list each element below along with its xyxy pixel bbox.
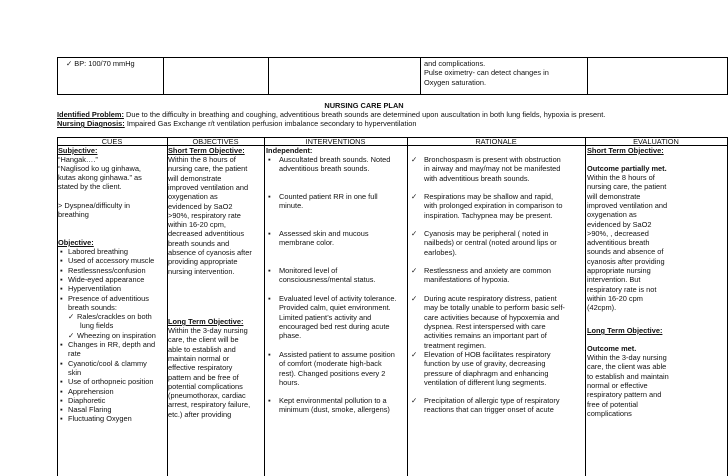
short-term-objective-text: >90%, respiratory rate [168,210,241,220]
short-term-objective-text: will demonstrate [168,173,222,183]
objective-cue-item: Presence of adventitious [68,293,149,303]
check-mark-icon: ✓ [68,330,75,340]
bullet-icon: ▪ [60,405,63,415]
objective-cue-item: skin [68,367,82,377]
subjective-quote: kutas akong ginhawa.” as [58,173,142,182]
rationale-item: with adventitious breath sounds. [424,173,530,183]
short-term-objective-text: evidenced by SaO2 [168,201,233,211]
nursing-diagnosis-label: Nursing Diagnosis: [57,119,125,128]
intervention-item: Provided calm, quiet environment. [279,303,391,313]
rationale-item: dyspnea. Rest interspersed with care [424,321,546,331]
bullet-icon: ▪ [60,293,63,303]
header-objectives: OBJECTIVES [192,137,239,146]
bullet-icon: ▪ [268,294,271,303]
intervention-item: of comfort (moderate high-back [279,359,382,369]
objective-cue-item: Used of accessory muscle [68,256,155,266]
eval-long-text: respiratory pattern and [587,390,662,400]
eval-short-text: will demonstrate [587,191,641,201]
objective-cue-item: Restlessness/confusion [68,265,146,275]
bullet-icon: ▪ [60,256,63,266]
bullet-icon: ▪ [60,265,63,275]
objective-cue-item: Changes in RR, depth and [68,340,156,349]
bullet-icon: ▪ [268,350,271,359]
objective-cue-item: Rales/crackles on both [77,312,152,322]
objective-cue-item: Apprehension [68,386,114,396]
objective-cue-item: Diaphoretic [68,395,106,405]
rationale-item: in airway and may/may not be manifested [424,164,561,174]
eval-long-term-label: Long Term Objective: [587,326,663,335]
intervention-item: Evaluated level of activity tolerance. [279,294,397,303]
check-mark-icon: ✓ [411,266,418,275]
rationale-item: ventilation of different lung segments. [424,377,547,387]
header-evaluation: EVALUATION [633,137,679,146]
rationale-item: inspiration. Tachypnea may be present. [424,210,553,220]
dyspnea-note: breathing [58,210,89,219]
bullet-icon: ▪ [60,386,63,396]
long-term-objective-text: able to establish and [168,344,236,354]
identified-problem-label: Identified Problem: [57,110,124,119]
eval-short-text: improved ventilation and [587,200,668,210]
rationale-item: reactions that can trigger onset of acute [424,405,554,415]
header-cues: CUES [101,137,123,146]
objective-label: Objective: [58,238,94,247]
rationale-item: Cyanosis may be peripheral ( noted in [424,229,549,238]
long-term-objective-text: (pneumothorax, cardiac [168,391,246,401]
rationale-item: Elevation of HOB facilitates respiratory [424,350,551,359]
short-term-objective-text: oxygenation as [168,192,218,202]
bullet-icon: ▪ [268,266,271,275]
check-mark-icon: ✓ [411,350,418,359]
subjective-quote: “Hangak….” [58,155,98,164]
eval-short-term-label: Short Term Objective: [587,146,664,155]
intervention-item: phase. [279,331,302,341]
intervention-item: Monitored level of [279,266,338,275]
eval-long-text: complications [587,408,632,418]
short-term-objective-text: Within the 8 hours of [168,155,236,164]
intervention-item: minimum (dust, smoke, allergens) [279,405,390,415]
eval-long-text: normal or effective [587,380,648,390]
eval-long-text: to establish and maintain [587,371,669,381]
bullet-icon: ▪ [60,284,63,294]
objective-cue-item: Wheezing on inspiration [77,330,156,340]
intervention-item: rest). Changed positions every 2 [279,368,386,378]
short-term-objective-text: nursing care, the patient [168,164,248,174]
intervention-item: hours. [279,377,300,387]
eval-long-result: Outcome met. [587,344,637,353]
objective-cue-item: lung fields [80,321,114,331]
subjective-label: Subjective: [58,146,98,155]
objective-cue-item: Wide-eyed appearance [68,274,145,284]
rationale-item: treatment regimen. [424,340,487,350]
eval-short-text: adventitious breath [587,238,650,248]
intervention-item: Counted patient RR in one full [279,192,378,201]
subjective-quote: stated by the client. [58,182,122,191]
eval-short-text: appropriate nursing [587,266,651,275]
independent-label: Independent: [266,146,313,155]
long-term-objective-label: Long Term Objective: [168,317,244,326]
short-term-objective-text: improved ventilation and [168,182,249,192]
long-term-objective-text: potential complications [168,381,243,391]
eval-short-text: (42cpm). [587,303,617,313]
header-interventions: INTERVENTIONS [305,137,366,146]
objective-cue-item: Use of orthopneic position [68,377,154,387]
intervention-item: consciousness/mental status. [279,275,376,285]
rationale-item: activities remains an important part of [424,331,547,341]
objective-cue-item: Fluctuating Oxygen [68,414,132,424]
bullet-icon: ▪ [60,247,63,256]
long-term-objective-text: etc.) after providing [168,409,232,419]
eval-short-text: oxygenation as [587,210,637,220]
long-term-objective-text: arrest, respiratory failure, [168,400,251,410]
intervention-item: Assessed skin and mucous [279,229,369,238]
plan-title: NURSING CARE PLAN [324,101,404,110]
rationale-item: Bronchospasm is present with obstruction [424,155,561,164]
bullet-icon: ▪ [60,377,63,387]
bullet-icon: ▪ [268,192,271,201]
short-term-objective-text: providing appropriate [168,257,238,267]
bullet-icon: ▪ [60,274,63,284]
short-term-objective-text: decreased adventitious [168,229,245,239]
short-term-objective-text: breath sounds and [168,238,230,248]
long-term-objective-text: Within the 3-day nursing [168,326,248,335]
bullet-icon: ▪ [268,396,271,405]
eval-long-text: Within the 3-day nursing [587,353,667,362]
eval-short-text: evidenced by SaO2 [587,219,652,229]
intervention-item: Limited patient’s activity and [279,312,372,322]
subjective-quote: “Naglisod ko ug ginhawa, [58,164,141,173]
bullet-icon: ▪ [268,155,271,164]
identified-problem: Identified Problem: Due to the difficulty in breathing and coughing, adventitious breath sounds are determined upon auscultation in both lung fields, hypoxia is present. [57,110,606,119]
objective-cue-item: Nasal Flaring [68,405,112,415]
header-rationale: RATIONALE [475,137,517,146]
top-rationale-text: and complications. Pulse oximetry- can detect changes in Oxygen saturation. [424,59,549,87]
eval-long-text: free of potential [587,399,638,409]
rationale-item: Precipitation of allergic type of respiratory [424,396,560,405]
rationale-item: earlobes). [424,247,457,257]
intervention-item: Auscultated breath sounds. Noted [279,155,391,164]
long-term-objective-text: maintain normal or [168,353,230,363]
intervention-item: Kept environmental pollution to a [279,396,387,405]
rationale-item: During acute respiratory distress, patient [424,294,557,303]
intervention-item: encouraged bed rest during acute [279,321,390,331]
eval-short-text: respiratory rate is not [587,284,657,294]
bullet-icon: ▪ [60,395,63,405]
eval-short-text: intervention. But [587,275,641,285]
bp-reading: ✓ BP: 100/70 mmHg [66,59,135,68]
short-term-objective-text: absence of cyanosis after [168,248,252,257]
check-mark-icon: ✓ [68,312,75,322]
check-mark-icon: ✓ [411,155,418,164]
rationale-item: Restlessness and anxiety are common [424,266,551,275]
eval-short-text: >90%, , decreased [587,228,649,238]
eval-short-text: within 16-20 cpm [587,293,643,303]
check-mark-icon: ✓ [411,396,418,405]
nursing-diagnosis: Nursing Diagnosis: Impaired Gas Exchange r/t ventilation perfusion imbalance secondary to hyperventilation [57,119,417,128]
rationale-item: function by use of gravity, decreasing [424,359,546,369]
check-mark-icon: ✓ [411,192,418,201]
long-term-objective-text: effective respiratory [168,363,233,373]
check-mark-icon: ✓ [411,229,418,238]
bullet-icon: ▪ [60,358,63,368]
rationale-item: Respirations may be shallow and rapid, [424,192,553,201]
eval-short-text: Within the 8 hours of [587,173,655,182]
eval-long-text: care, the client was able [587,362,667,372]
check-mark-icon: ✓ [411,294,418,303]
intervention-item: membrane color. [279,238,335,248]
check-mark: ✓ [66,59,73,68]
rationale-item: nailbeds) or central (noted around lips or [424,238,557,248]
intervention-item: adventitious breath sounds. [279,164,370,174]
short-term-objective-text: within 16-20 cpm, [168,220,226,230]
short-term-objective-text: nursing intervention. [168,266,235,276]
objective-cue-item: breath sounds: [68,302,117,312]
rationale-item: manifestations of hypoxia. [424,275,510,285]
intervention-item: Assisted patient to assume position [279,350,395,359]
rationale-item: pressure of diaphragm and enhancing [424,368,549,378]
eval-short-text: nursing care, the patient [587,182,667,192]
intervention-item: minute. [279,201,304,211]
objective-cue-item: Cyanotic/cool & clammy [68,358,147,368]
bullet-icon: ▪ [60,414,63,424]
eval-short-text: cyanosis after providing [587,256,665,266]
long-term-objective-text: pattern and be free of [168,372,239,382]
objective-cue-item: rate [68,349,81,359]
bullet-icon: ▪ [60,340,63,349]
short-term-objective-label: Short Term Objective: [168,146,245,155]
bullet-icon: ▪ [268,229,271,238]
rationale-item: care activities because of hypoxemia and [424,312,560,322]
dyspnea-note: > Dyspnea/difficulty in [58,201,130,210]
rationale-item: may be totally unable to perform basic self- [424,303,565,313]
objective-cue-item: Labored breathing [68,247,128,256]
objective-cue-item: Hyperventilation [68,284,121,294]
eval-short-result: Outcome partially met. [587,164,667,173]
rationale-item: with prolonged expiration in comparison to [424,201,563,211]
long-term-objective-text: care, the client will be [168,335,239,345]
eval-short-text: sounds and absence of [587,247,664,257]
